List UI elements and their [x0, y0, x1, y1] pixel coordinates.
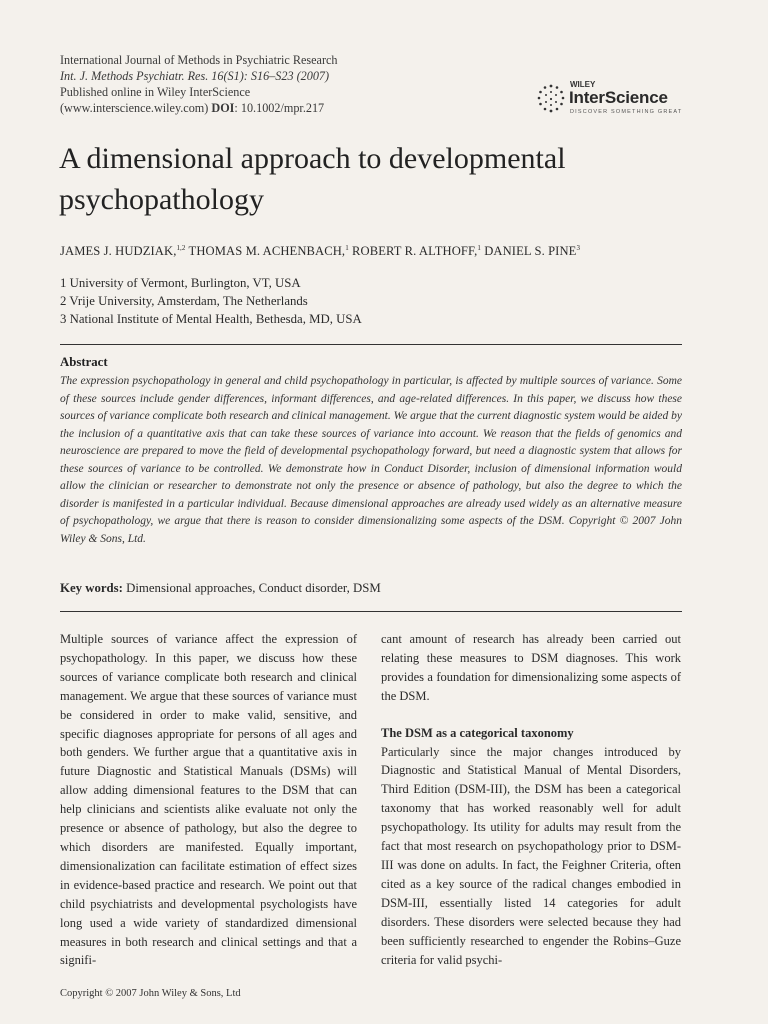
author-name: ROBERT R. ALTHOFF,	[348, 244, 478, 258]
author-name: THOMAS M. ACHENBACH,	[185, 244, 346, 258]
author-affil-sup: 1	[345, 244, 349, 252]
author-name: JAMES J. HUDZIAK,	[60, 244, 177, 258]
body-column-left	[60, 630, 357, 970]
wiley-interscience-logo	[534, 80, 684, 122]
abstract-heading: Abstract	[60, 355, 108, 369]
journal-header	[60, 52, 338, 116]
body-paragraph: cant amount of research has already been carried out relating these measures to DSM diagnoses. This work provides a foundation for dimensionalizing some aspects of the DSM.	[381, 632, 681, 703]
affiliation-item: 2 Vrije University, Amsterdam, The Netherlands	[60, 294, 308, 308]
copyright-footer: Copyright © 2007 John Wiley & Sons, Ltd	[60, 988, 241, 999]
logo-tagline: DISCOVER SOMETHING GREAT	[570, 109, 683, 115]
author-affil-sup: 1	[477, 244, 481, 252]
affiliation-item: 3 National Institute of Mental Health, Bethesda, MD, USA	[60, 312, 362, 326]
divider	[60, 344, 682, 345]
author-affil-sup: 1,2	[176, 244, 186, 252]
interscience-url[interactable]: (www.interscience.wiley.com)	[60, 101, 209, 115]
published-online: Published online in Wiley InterScience	[60, 85, 251, 99]
keywords-label: Key words:	[60, 581, 123, 595]
journal-name: International Journal of Methods in Psychiatric Research	[60, 53, 338, 67]
section-heading: The DSM as a categorical taxonomy	[381, 725, 574, 740]
globe-dots-icon	[534, 82, 568, 116]
doi-value[interactable]: 10.1002/mpr.217	[240, 101, 325, 115]
doi-line: (www.interscience.wiley.com) DOI: 10.1002/mpr.217	[60, 101, 325, 115]
author-name: DANIEL S. PINE	[480, 244, 577, 258]
author-affil-sup: 3	[576, 244, 581, 252]
body-paragraph: Multiple sources of variance affect the expression of psychopathology. In this paper, we discuss how these sources of variance complicate both research and clinical management. We argue that these sources of variance must be considered in order to make valid, sensitive, and specific diagnoses appropriate for persons of all ages and both genders. We further argue that a quantitative axis in future Diagnostic and Statistical Manuals (DSMs) will allow adding dimensional features to the DSM that can help clinicians and scientists alike evaluate not only the presence or absence of pathology, but also the degree to which disorders are manifested. Equally important, dimensionalization can facilitate estimation of effect sizes in evidence-based practice and research. We point out that child psychiatrists and developmental psychologists have long used a wide variety of standardized dimensional measures in both research and clinical settings and that a signifi-	[60, 632, 357, 968]
body-paragraph: Particularly since the major changes introduced by Diagnostic and Statistical Manual of Mental Disorders, Third Edition (DSM-III), the DSM has been a categorical taxonomy that has worked reasonably well for adult psychopathology. Its utility for adults may result from the fact that most research on psychopathology prior to DSM-III was done on adults. In fact, the Feighner Criteria, often cited as a key source of the radical changes embodied in DSM-III, essentially listed 14 categories for adult disorders. These disorders were selected because they had been sufficiently researched to engender the Robins–Guze criteria for valid psychi-	[381, 744, 681, 967]
interscience-wordmark: InterScience	[569, 88, 668, 107]
keywords	[60, 581, 381, 596]
divider	[60, 611, 682, 612]
abstract-text: The expression psychopathology in general and child psychopathology in particular, is affected by multiple sources of variance. Some of these sources include gender differences, informant differences, and age-related differences. In this paper, we discuss how these sources of variance complicate both research and clinical management. We argue that the current diagnostic system would be aided by the inclusion of a quantitative axis that can take these sources of variance into account. We reason that the fields of genomics and neuroscience are prepared to move the field of developmental psychopathology forward, but need a diagnostic system that allows for these sources of variance to be controlled. We demonstrate how in Conduct Disorder, inclusion of dimensional information would allow the clinician or researcher to demonstrate not only the presence or absence of pathology, but also the degree to which the disorder is manifested in a particular individual. Because dimensional approaches are already used widely as an alternative measure of psychopathology, we argue that there is reason to consider dimensionalizing some aspects of the DSM. Copyright © 2007 John Wiley & Sons, Ltd.	[60, 375, 682, 545]
journal-citation: Int. J. Methods Psychiatr. Res. 16(S1): S16–S23 (2007)	[60, 69, 330, 83]
author-list	[60, 244, 580, 259]
body-column-right	[381, 630, 681, 969]
article-title: A dimensional approach to developmental psychopathology	[59, 142, 566, 216]
doi-label: DOI	[211, 101, 235, 115]
wiley-wordmark: WILEY	[570, 80, 596, 89]
affiliation-list	[60, 274, 362, 328]
affiliation-item: 1 University of Vermont, Burlington, VT, USA	[60, 276, 301, 290]
keywords-value: Dimensional approaches, Conduct disorder, DSM	[126, 581, 381, 595]
